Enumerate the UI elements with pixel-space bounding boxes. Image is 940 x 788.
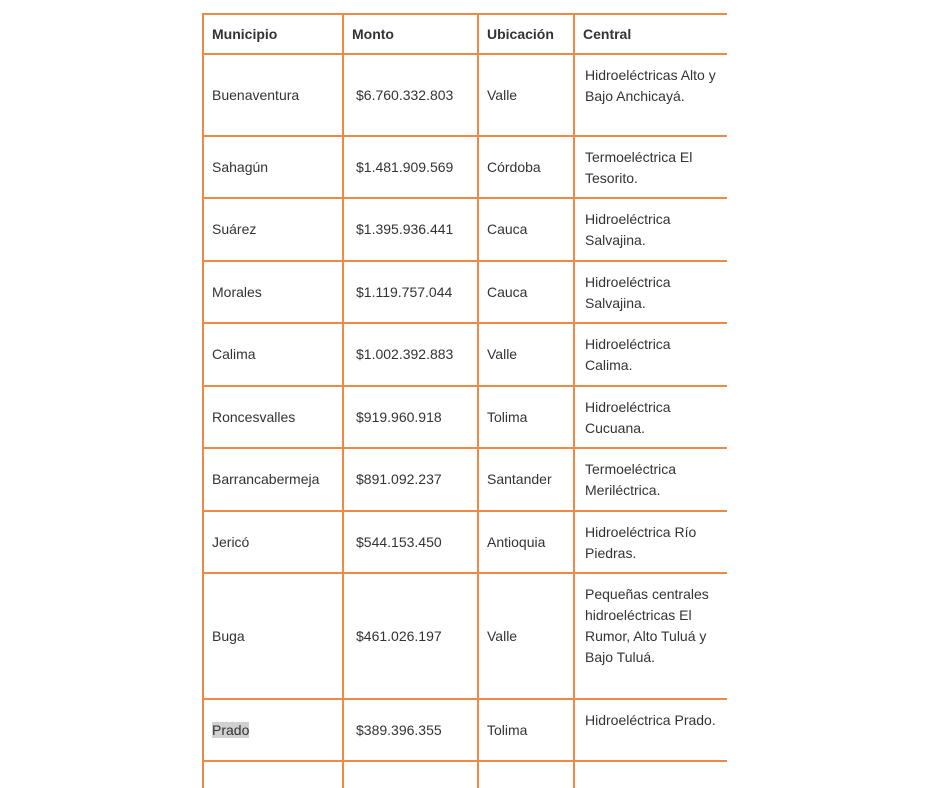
table-row [203,448,727,511]
cell-monto: $389.396.355 [343,699,478,761]
cell-municipio: Buga [203,573,343,699]
payments-table [202,13,727,788]
cell-municipio: Suárez [203,198,343,261]
cell-ubicacion: Santander [478,448,574,511]
header-municipio: Municipio [203,14,343,54]
cell-ubicacion: Antioquia [478,511,574,573]
cell-monto: $6.760.332.803 [343,54,478,136]
cell-ubicacion: Tolima [478,699,574,761]
cell-monto: $1.002.392.883 [343,323,478,386]
cell-empty [343,761,478,788]
header-central: Central [574,14,727,54]
selected-text: Prado [212,721,250,738]
cell-ubicacion: Valle [478,54,574,136]
cell-municipio: Buenaventura [203,54,343,136]
table-header [203,14,727,54]
cell-municipio: Barrancabermeja [203,448,343,511]
cell-municipio: Calima [203,323,343,386]
cell-ubicacion: Cauca [478,198,574,261]
cell-central: Hidroeléctrica Salvajina. [574,198,727,261]
cell-empty [478,761,574,788]
cell-monto: $1.481.909.569 [343,136,478,198]
header-ubicacion: Ubicación [478,14,574,54]
cell-monto: $919.960.918 [343,386,478,448]
cell-ubicacion: Cauca [478,261,574,323]
table-body [203,54,727,788]
table-row [203,261,727,323]
cell-ubicacion: Valle [478,323,574,386]
cell-municipio: Roncesvalles [203,386,343,448]
cell-monto: $544.153.450 [343,511,478,573]
table-container [202,13,727,788]
cell-municipio: Morales [203,261,343,323]
table-row [203,386,727,448]
cell-central: Termoeléctrica Meriléctrica. [574,448,727,511]
cell-central: Hidroeléctrica Cucuana. [574,386,727,448]
cell-ubicacion: Tolima [478,386,574,448]
table-row [203,323,727,386]
table-row [203,198,727,261]
table-row-partial [203,761,727,788]
table-row [203,136,727,198]
cell-municipio: Jericó [203,511,343,573]
header-row [203,14,727,54]
cell-municipio [203,699,343,761]
cell-central: Hidroeléctrica Calima. [574,323,727,386]
cell-monto: $1.119.757.044 [343,261,478,323]
cell-empty [574,761,727,788]
cell-central: Hidroeléctrica Río Piedras. [574,511,727,573]
table-row [203,699,727,761]
cell-central: Hidroeléctricas Alto y Bajo Anchicayá. [574,54,727,136]
cell-monto: $1.395.936.441 [343,198,478,261]
cell-municipio: Sahagún [203,136,343,198]
cell-empty [203,761,343,788]
table-row [203,573,727,699]
header-monto: Monto [343,14,478,54]
cell-central: Hidroeléctrica Prado. [574,699,727,761]
cell-central: Termoeléctrica El Tesorito. [574,136,727,198]
cell-central: Hidroeléctrica Salvajina. [574,261,727,323]
table-row [203,54,727,136]
cell-ubicacion: Valle [478,573,574,699]
table-row [203,511,727,573]
cell-central: Pequeñas centrales hidroeléctricas El Rumor, Alto Tuluá y Bajo Tuluá. [574,573,727,699]
cell-monto: $461.026.197 [343,573,478,699]
cell-ubicacion: Córdoba [478,136,574,198]
cell-monto: $891.092.237 [343,448,478,511]
